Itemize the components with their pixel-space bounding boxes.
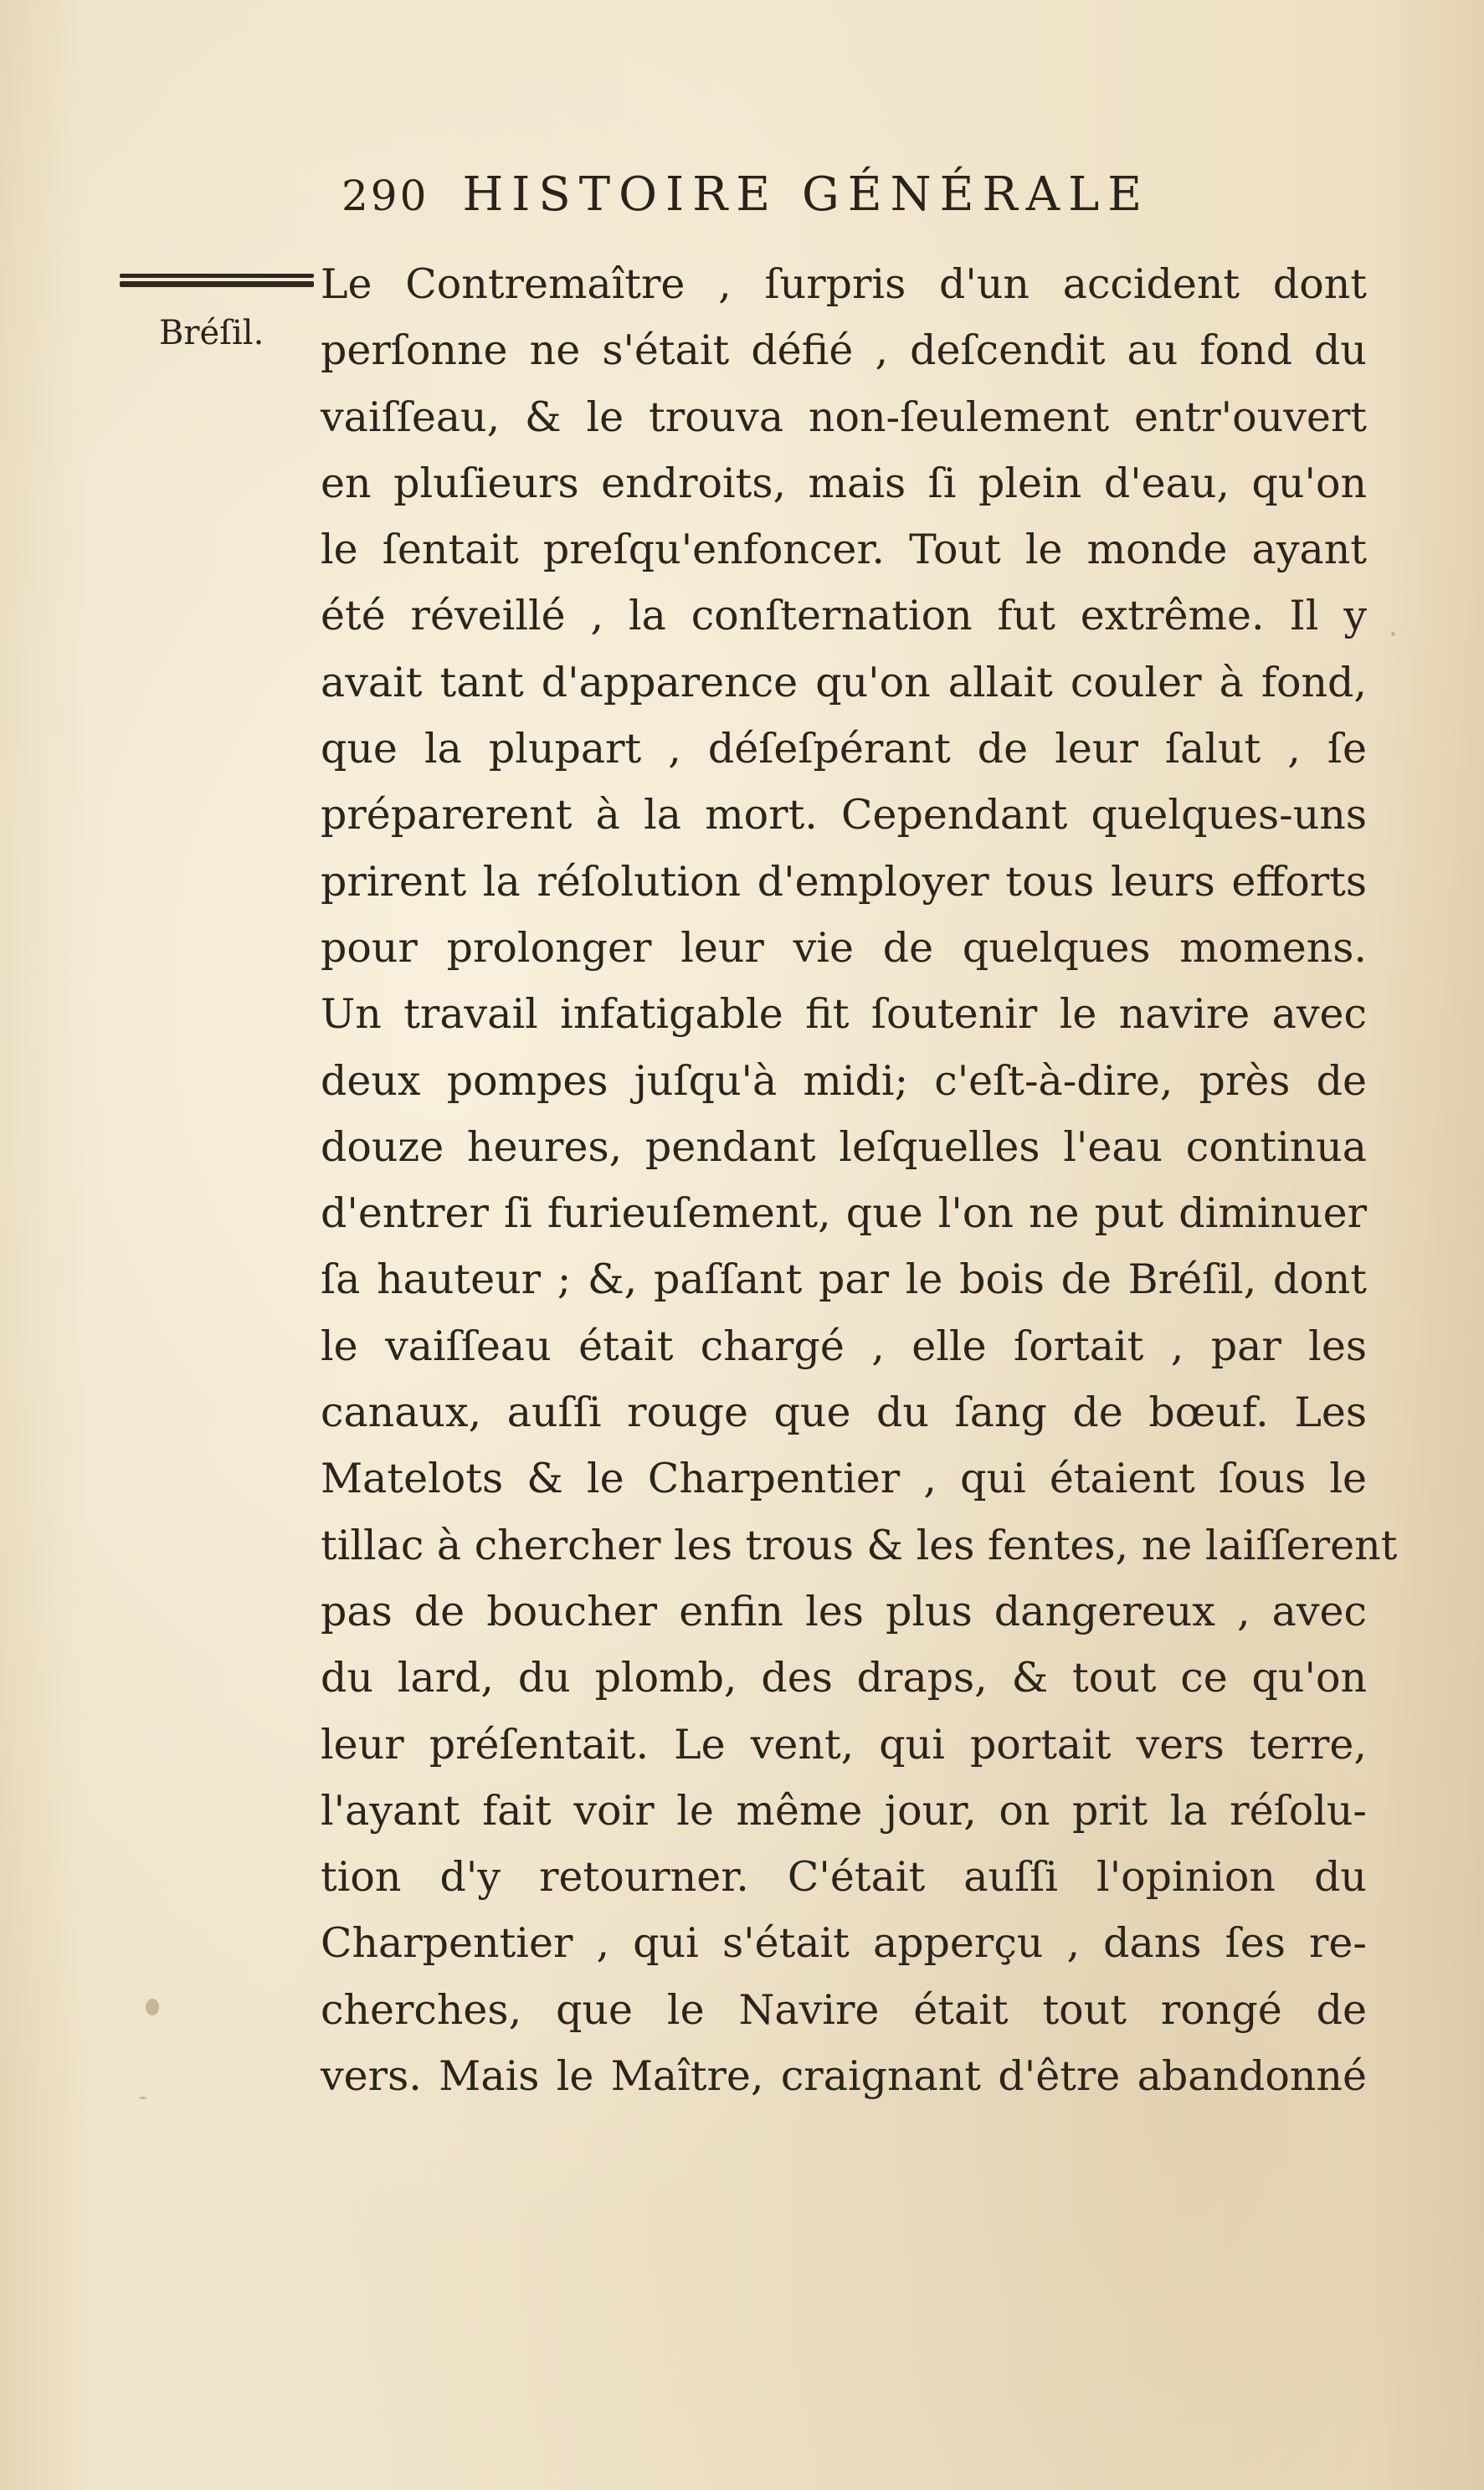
text-line: tion d'y retourner. C'était auſſi l'opinion du: [321, 1853, 1367, 1902]
text-line: vaiſſeau, & le trouva non-ſeulement entr'ouvert: [321, 393, 1367, 441]
marginal-note: Bréſil.: [159, 314, 264, 352]
ink-spot: [139, 2097, 146, 2099]
text-line: perſonne ne s'était défié , deſcendit au fond du: [321, 326, 1367, 375]
text-line: été réveillé , la conſternation fut extrême. Il y: [321, 592, 1367, 640]
text-line: canaux, auſſi rouge que du ſang de bœuf. Les: [321, 1389, 1367, 1437]
ink-spot: [1391, 632, 1395, 636]
text-line: prirent la réſolution d'employer tous leurs efforts: [321, 857, 1367, 906]
text-line: l'ayant fait voir le même jour, on prit la réſolu-: [321, 1786, 1367, 1835]
text-line: tillac à chercher les trous & les fentes, ne laiſſerent: [321, 1521, 1398, 1569]
text-line: d'entrer ſi furieuſement, que l'on ne put diminuer: [321, 1189, 1367, 1238]
text-line: préparerent à la mort. Cependant quelques-uns: [321, 791, 1367, 839]
page-number: 290: [341, 172, 429, 220]
text-line: Le Contremaître , ſurpris d'un accident dont: [321, 260, 1367, 308]
text-line: pas de boucher enfin les plus dangereux , avec: [321, 1587, 1367, 1635]
margin-rule: [120, 272, 314, 289]
body-text: [321, 251, 1398, 2109]
text-line: Matelots & le Charpentier , qui étaient ſous le: [321, 1455, 1367, 1503]
text-line: que la plupart , déſeſpérant de leur ſalut , ſe: [321, 725, 1367, 773]
text-line: avait tant d'apparence qu'on allait couler à fond,: [321, 658, 1367, 706]
text-line: pour prolonger leur vie de quelques momens.: [321, 923, 1367, 972]
running-title: HISTOIRE GÉNÉRALE: [462, 167, 1151, 222]
text-line: ſa hauteur ; &, paſſant par le bois de Bréſil, dont: [321, 1255, 1367, 1304]
text-line: leur préſentait. Le vent, qui portait vers terre,: [321, 1720, 1367, 1769]
ink-spot: [146, 1999, 159, 2015]
text-line: le ſentait preſqu'enfoncer. Tout le monde ayant: [321, 526, 1367, 574]
page-header: [341, 167, 1237, 234]
text-line: cherches, que le Navire était tout rongé de: [321, 1985, 1367, 2034]
text-line: le vaiſſeau était chargé , elle ſortait , par les: [321, 1322, 1367, 1370]
text-line: deux pompes juſqu'à midi; c'eſt-à-dire, près de: [321, 1056, 1367, 1105]
text-line: du lard, du plomb, des draps, & tout ce qu'on: [321, 1654, 1367, 1702]
text-line: Un travail infatigable fit ſoutenir le navire avec: [321, 990, 1367, 1039]
text-line: Charpentier , qui s'était apperçu , dans ſes re-: [321, 1919, 1367, 1968]
text-line: vers. Mais le Maître, craignant d'être abandonné: [321, 2052, 1367, 2101]
text-line: douze heures, pendant leſquelles l'eau continua: [321, 1122, 1367, 1171]
text-line: en pluſieurs endroits, mais ſi plein d'eau, qu'on: [321, 459, 1367, 507]
